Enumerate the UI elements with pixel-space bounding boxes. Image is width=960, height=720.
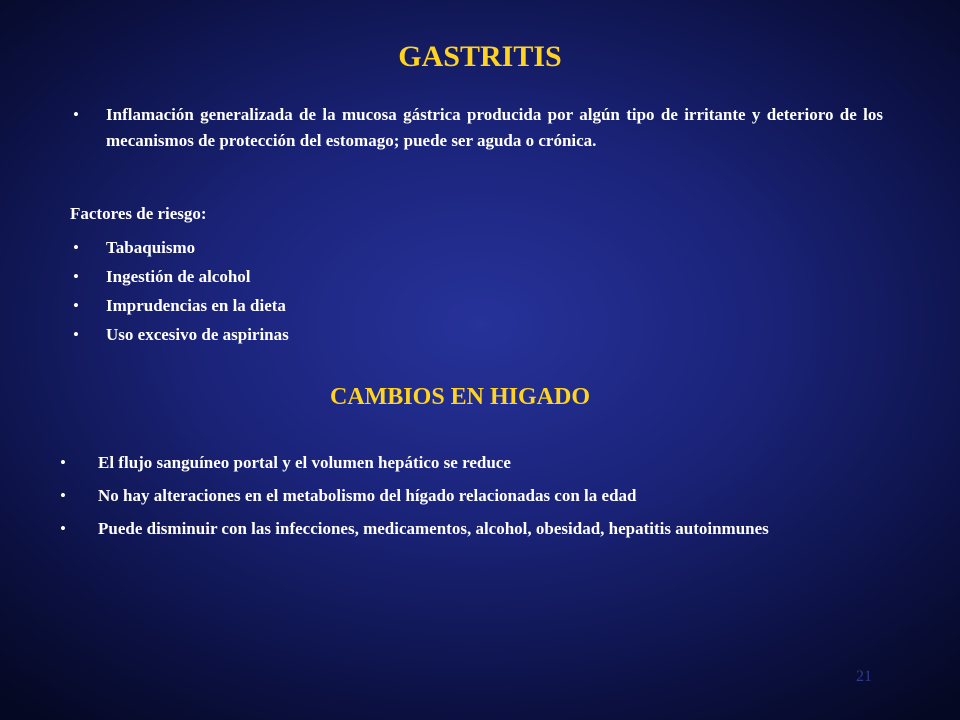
list-item bbox=[73, 233, 289, 262]
bullet-marker: • bbox=[60, 486, 66, 505]
slide-title: GASTRITIS bbox=[398, 40, 562, 73]
intro-list bbox=[73, 102, 883, 154]
bullet-marker: • bbox=[73, 296, 79, 315]
list-item bbox=[60, 516, 888, 541]
list-item bbox=[60, 483, 888, 508]
bullet-marker: • bbox=[60, 519, 66, 538]
risk-factor-text: Uso excesivo de aspirinas bbox=[106, 325, 289, 344]
liver-change-text: No hay alteraciones en el metabolismo del hígado relacionadas con la edad bbox=[98, 486, 637, 505]
bullet-marker: • bbox=[73, 325, 79, 344]
bullet-marker: • bbox=[73, 267, 79, 286]
risk-factor-text: Ingestión de alcohol bbox=[106, 267, 251, 286]
liver-change-text: Puede disminuir con las infecciones, medicamentos, alcohol, obesidad, hepatitis autoinmunes bbox=[98, 519, 769, 538]
liver-change-text: El flujo sanguíneo portal y el volumen hepático se reduce bbox=[98, 453, 511, 472]
bullet-marker: • bbox=[60, 453, 66, 472]
list-item bbox=[60, 450, 888, 475]
section-subtitle: CAMBIOS EN HIGADO bbox=[329, 384, 591, 410]
risk-factor-text: Imprudencias en la dieta bbox=[106, 296, 286, 315]
liver-changes-list bbox=[60, 450, 888, 549]
risk-factors-heading: Factores de riesgo: bbox=[70, 204, 207, 223]
list-item bbox=[73, 262, 289, 291]
bullet-marker: • bbox=[73, 105, 79, 124]
risk-factor-text: Tabaquismo bbox=[106, 238, 196, 257]
intro-text: Inflamación generalizada de la mucosa gástrica producida por algún tipo de irritante y deterioro de los mecanismos de protección del estomago; puede ser aguda o crónica. bbox=[106, 105, 883, 150]
list-item bbox=[73, 320, 289, 349]
list-item bbox=[73, 291, 289, 320]
intro-bullet bbox=[73, 102, 883, 154]
risk-factors-list bbox=[73, 233, 289, 349]
bullet-marker: • bbox=[73, 238, 79, 257]
page-number: 21 bbox=[856, 668, 872, 685]
